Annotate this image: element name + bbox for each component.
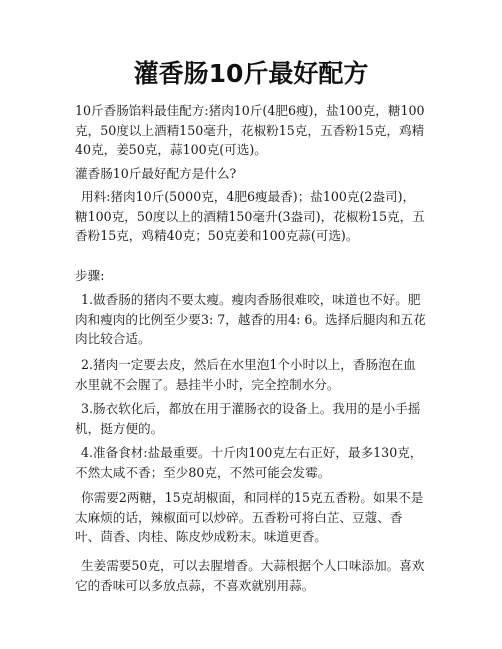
step-4-paragraph: 4.准备食材:盐最重要。十斤肉100克左右正好，最多130克，不然太咸不香；至少80克，不然可能会发霉。 [75, 445, 423, 480]
question-paragraph: 灌香肠10斤最好配方是什么? [75, 166, 237, 181]
steps-heading: 步骤: [75, 268, 105, 283]
step-3-paragraph: 3.肠衣软化后，都放在用于灌肠衣的设备上。我用的是小手摇机，挺方便的。 [75, 401, 421, 436]
step-2-paragraph: 2.猪肉一定要去皮，然后在水里泡1个小时以上，香肠泡在血水里就不会腥了。悬挂半小时，完全控制水分。 [75, 357, 416, 392]
ingredients-paragraph: 用料:猪肉10斤(5000克，4肥6瘦最香)；盐100克(2盎司)，糖100克，50度以上的酒精150毫升(3盎司)，花椒粉15克，五香粉15克，鸡精40克；50克姜和100克蒜(可选)。 [75, 189, 425, 243]
step-1-paragraph: 1.做香肠的猪肉不要太瘦。瘦肉香肠很难咬，味道也不好。肥肉和瘦肉的比例至少要3: 7，越香的用4: 6。选择后腿肉和五花肉比较合适。 [75, 292, 426, 346]
ginger-garlic-paragraph: 生姜需要50克，可以去腥增香。大蒜根据个人口味添加。喜欢它的香味可以多放点蒜，不喜欢就别用蒜。 [75, 558, 425, 593]
seasoning-paragraph: 你需要2两糖，15克胡椒面，和同样的15克五香粉。如果不是太麻烦的话，辣椒面可以炒碎。五香粉可将白芷、豆蔻、香叶、茴香、肉桂、陈皮炒成粉末。味道更香。 [75, 490, 424, 544]
page-title: 灌香肠10斤最好配方 [133, 59, 369, 88]
recipe-summary-paragraph: 10斤香肠馅料最佳配方:猪肉10斤(4肥6瘦)，盐100克，糖100克，50度以上酒精150毫升，花椒粉15克，五香粉15克，鸡精40克，姜50克，蒜100克(可选)。 [75, 103, 425, 157]
